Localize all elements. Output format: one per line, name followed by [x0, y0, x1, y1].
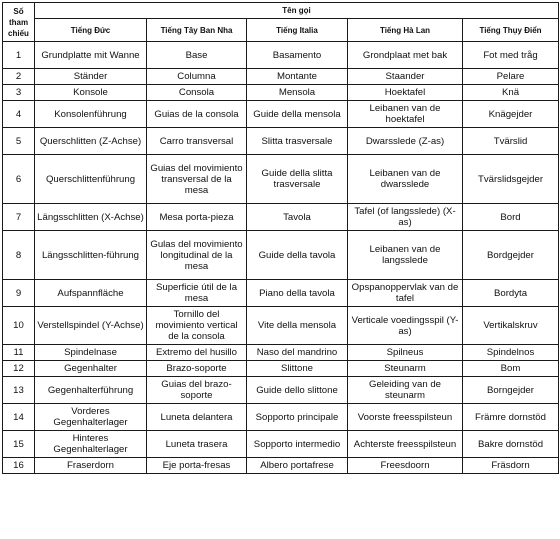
- term-cell-italian: Slittone: [247, 361, 348, 377]
- term-cell-spanish: Eje porta-fresas: [147, 458, 247, 474]
- column-header-swedish: Tiếng Thụy Điển: [463, 19, 559, 42]
- ref-number-cell: 14: [3, 404, 35, 431]
- term-cell-italian: Piano della tavola: [247, 280, 348, 307]
- table-row: [3, 404, 559, 431]
- term-cell-swedish: Fräsdorn: [463, 458, 559, 474]
- table-row: [3, 345, 559, 361]
- ref-number-cell: 9: [3, 280, 35, 307]
- term-cell-italian: Guide della tavola: [247, 231, 348, 280]
- term-cell-dutch: Spilneus: [348, 345, 463, 361]
- ref-number-cell: 6: [3, 155, 35, 204]
- table-row: [3, 361, 559, 377]
- term-cell-german: Ständer: [35, 69, 147, 85]
- table-row: [3, 69, 559, 85]
- term-cell-spanish: Luneta trasera: [147, 431, 247, 458]
- term-cell-italian: Sopporto principale: [247, 404, 348, 431]
- term-cell-spanish: Guias del movimiento transversal de la mesa: [147, 155, 247, 204]
- term-cell-spanish: Extremo del husillo: [147, 345, 247, 361]
- column-header-german: Tiếng Đức: [35, 19, 147, 42]
- term-cell-italian: Guide dello slittone: [247, 377, 348, 404]
- term-cell-german: Konsolenführung: [35, 101, 147, 128]
- table-row: [3, 85, 559, 101]
- term-cell-italian: Tavola: [247, 204, 348, 231]
- term-cell-spanish: Base: [147, 42, 247, 69]
- term-cell-swedish: Vertikalskruv: [463, 307, 559, 345]
- table-row: [3, 280, 559, 307]
- term-cell-dutch: Achterste freesspilsteun: [348, 431, 463, 458]
- term-cell-dutch: Opspanoppervlak van de tafel: [348, 280, 463, 307]
- term-cell-swedish: Tvärslidsgejder: [463, 155, 559, 204]
- term-cell-spanish: Columna: [147, 69, 247, 85]
- term-cell-german: Längsschlitten-führung: [35, 231, 147, 280]
- term-cell-dutch: Leibanen van de dwarsslede: [348, 155, 463, 204]
- term-cell-german: Vorderes Gegenhalterlager: [35, 404, 147, 431]
- table-row: [3, 307, 559, 345]
- term-cell-swedish: Bord: [463, 204, 559, 231]
- term-cell-german: Konsole: [35, 85, 147, 101]
- ref-number-cell: 15: [3, 431, 35, 458]
- term-cell-spanish: Guias de la consola: [147, 101, 247, 128]
- names-group-header: Tên gọi: [35, 3, 559, 19]
- term-cell-spanish: Carro transversal: [147, 128, 247, 155]
- term-cell-german: Spindelnase: [35, 345, 147, 361]
- term-cell-dutch: Tafel (of langsslede) (X-as): [348, 204, 463, 231]
- term-cell-german: Grundplatte mit Wanne: [35, 42, 147, 69]
- term-cell-spanish: Luneta delantera: [147, 404, 247, 431]
- ref-number-cell: 8: [3, 231, 35, 280]
- term-cell-italian: Albero portafrese: [247, 458, 348, 474]
- term-cell-dutch: Leibanen van de langsslede: [348, 231, 463, 280]
- term-cell-swedish: Knä: [463, 85, 559, 101]
- term-cell-german: Verstellspindel (Y-Achse): [35, 307, 147, 345]
- term-cell-swedish: Främre dornstöd: [463, 404, 559, 431]
- table-body: [3, 42, 559, 474]
- term-cell-german: Fraserdorn: [35, 458, 147, 474]
- ref-number-cell: 12: [3, 361, 35, 377]
- term-cell-dutch: Voorste freesspilsteun: [348, 404, 463, 431]
- term-cell-spanish: Mesa porta-pieza: [147, 204, 247, 231]
- term-cell-dutch: Geleiding van de steunarm: [348, 377, 463, 404]
- table-row: [3, 231, 559, 280]
- term-cell-italian: Guide della mensola: [247, 101, 348, 128]
- column-header-spanish: Tiếng Tây Ban Nha: [147, 19, 247, 42]
- term-cell-german: Hinteres Gegenhalterlager: [35, 431, 147, 458]
- ref-number-cell: 10: [3, 307, 35, 345]
- term-cell-italian: Naso del mandrino: [247, 345, 348, 361]
- term-cell-german: Gegenhalterführung: [35, 377, 147, 404]
- term-cell-german: Querschlittenführung: [35, 155, 147, 204]
- term-cell-swedish: Tvärslid: [463, 128, 559, 155]
- term-cell-spanish: Gulas del movimiento longitudinal de la mesa: [147, 231, 247, 280]
- term-cell-dutch: Staander: [348, 69, 463, 85]
- term-cell-dutch: Grondplaat met bak: [348, 42, 463, 69]
- term-cell-swedish: Fot med tråg: [463, 42, 559, 69]
- term-cell-swedish: Pelare: [463, 69, 559, 85]
- column-header-italian: Tiếng Italia: [247, 19, 348, 42]
- term-cell-italian: Guide della slitta trasversale: [247, 155, 348, 204]
- term-cell-swedish: Bakre dornstöd: [463, 431, 559, 458]
- term-cell-german: Aufspannfläche: [35, 280, 147, 307]
- term-cell-dutch: Freesdoorn: [348, 458, 463, 474]
- term-cell-spanish: Guias del brazo-soporte: [147, 377, 247, 404]
- table-row: [3, 101, 559, 128]
- column-header-dutch: Tiếng Hà Lan: [348, 19, 463, 42]
- table-row: [3, 377, 559, 404]
- ref-number-cell: 3: [3, 85, 35, 101]
- term-cell-italian: Mensola: [247, 85, 348, 101]
- term-cell-spanish: Tornillo del movimiento vertical de la consola: [147, 307, 247, 345]
- term-cell-german: Längsschlitten (X-Achse): [35, 204, 147, 231]
- term-cell-swedish: Knägejder: [463, 101, 559, 128]
- table-row: [3, 42, 559, 69]
- table-row: [3, 204, 559, 231]
- term-cell-swedish: Bom: [463, 361, 559, 377]
- ref-number-cell: 5: [3, 128, 35, 155]
- term-cell-swedish: Spindelnos: [463, 345, 559, 361]
- term-cell-italian: Basamento: [247, 42, 348, 69]
- ref-number-cell: 11: [3, 345, 35, 361]
- table-row: [3, 155, 559, 204]
- table-row: [3, 128, 559, 155]
- ref-number-cell: 1: [3, 42, 35, 69]
- term-cell-dutch: Steunarm: [348, 361, 463, 377]
- term-cell-swedish: Borngejder: [463, 377, 559, 404]
- ref-number-cell: 2: [3, 69, 35, 85]
- term-cell-italian: Vite della mensola: [247, 307, 348, 345]
- term-cell-italian: Slitta trasversale: [247, 128, 348, 155]
- term-cell-swedish: Bordgejder: [463, 231, 559, 280]
- ref-number-cell: 7: [3, 204, 35, 231]
- term-cell-swedish: Bordyta: [463, 280, 559, 307]
- term-cell-spanish: Brazo-soporte: [147, 361, 247, 377]
- term-cell-spanish: Consola: [147, 85, 247, 101]
- table-row: [3, 431, 559, 458]
- term-cell-dutch: Hoektafel: [348, 85, 463, 101]
- term-cell-dutch: Dwarsslede (Z-as): [348, 128, 463, 155]
- term-cell-dutch: Leibanen van de hoektafel: [348, 101, 463, 128]
- term-cell-spanish: Superficie útil de la mesa: [147, 280, 247, 307]
- ref-number-cell: 13: [3, 377, 35, 404]
- term-cell-italian: Sopporto intermedio: [247, 431, 348, 458]
- ref-number-cell: 4: [3, 101, 35, 128]
- term-cell-german: Gegenhalter: [35, 361, 147, 377]
- term-cell-dutch: Verticale voedingsspil (Y-as): [348, 307, 463, 345]
- table-row: [3, 458, 559, 474]
- ref-number-header: Số tham chiếu: [3, 3, 35, 42]
- term-cell-italian: Montante: [247, 69, 348, 85]
- ref-number-cell: 16: [3, 458, 35, 474]
- term-cell-german: Querschlitten (Z-Achse): [35, 128, 147, 155]
- terminology-table: [2, 2, 559, 474]
